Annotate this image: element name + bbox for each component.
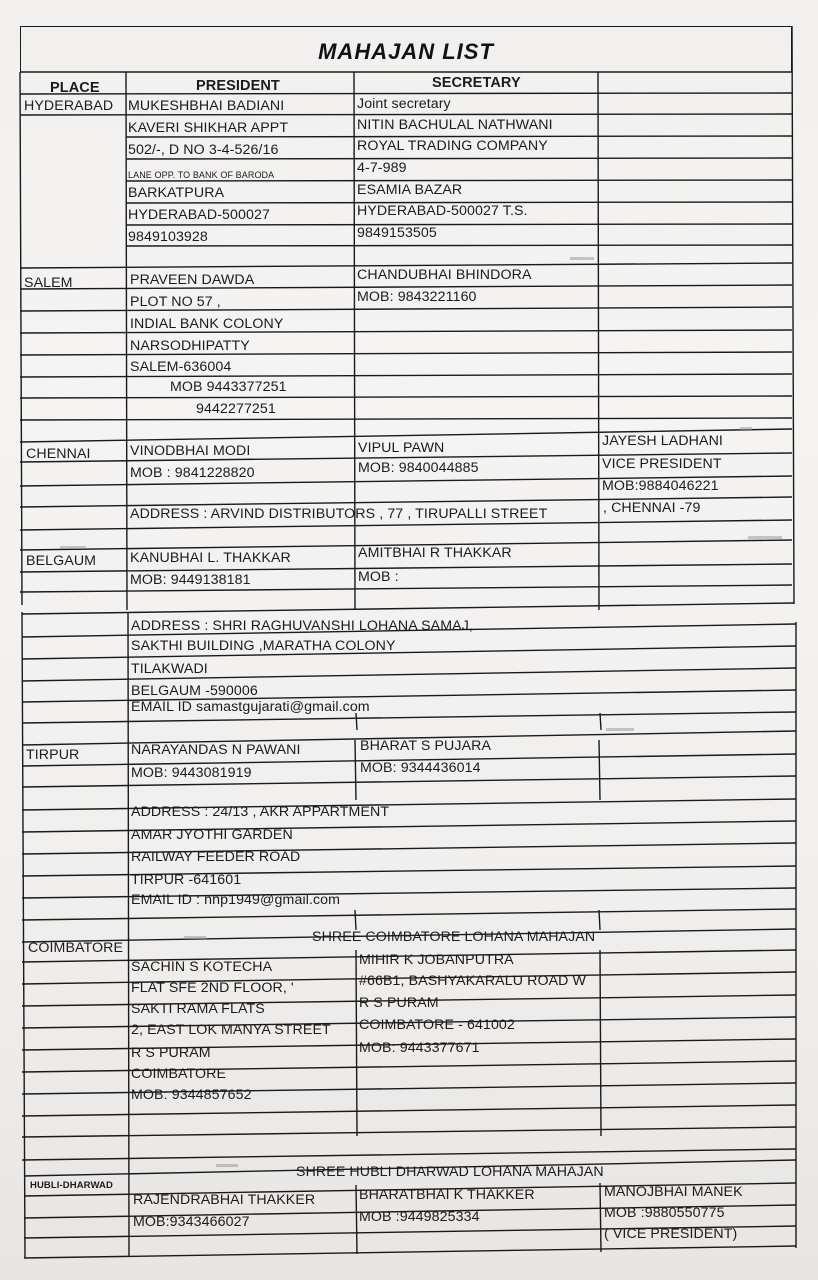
header-secretary: SECRETARY xyxy=(432,75,521,91)
document-title: MAHAJAN LIST xyxy=(318,39,494,64)
list-item: VINODBHAI MODI xyxy=(130,443,251,459)
list-item: BARKATPURA xyxy=(128,185,225,201)
list-item: R S PURAM xyxy=(131,1045,211,1061)
list-item: MOB: 9344857652 xyxy=(131,1087,252,1103)
list-item: #66B1, BASHYAKARALU ROAD W xyxy=(359,973,587,989)
list-item: MOB :9449825334 xyxy=(359,1209,480,1225)
list-item: MOB: 9443377671 xyxy=(359,1040,480,1056)
place-coimbatore: COIMBATORE xyxy=(28,940,124,956)
list-item: ESAMIA BAZAR xyxy=(357,182,463,198)
list-item: ( VICE PRESIDENT) xyxy=(604,1226,738,1242)
list-item: ADDRESS : SHRI RAGHUVANSHI LOHANA SAMAJ, xyxy=(131,618,473,634)
coimbatore-heading: SHREE COIMBATORE LOHANA MAHAJAN xyxy=(312,929,596,945)
list-item: R S PURAM xyxy=(359,995,439,1011)
place-hyderabad: HYDERABAD xyxy=(24,98,114,114)
list-item: EMAIL ID : nnp1949@gmail.com xyxy=(131,892,341,908)
list-item: MOB:9884046221 xyxy=(602,478,719,494)
list-item: HYDERABAD-500027 xyxy=(128,207,270,223)
list-item: NARAYANDAS N PAWANI xyxy=(131,742,301,758)
list-item: MOB 9443377251 xyxy=(170,379,287,395)
list-item: INDIAL BANK COLONY xyxy=(130,316,284,332)
list-item: EMAIL ID samastgujarati@gmail.com xyxy=(131,699,370,715)
list-item: 9442277251 xyxy=(196,401,276,417)
list-item: 502/-, D NO 3-4-526/16 xyxy=(128,142,279,158)
list-item: TILAKWADI xyxy=(131,661,208,677)
list-item: ADDRESS : 24/13 , AKR APPARTMENT xyxy=(131,804,390,820)
list-item: MUKESHBHAI BADIANI xyxy=(128,98,285,114)
place-tirpur: TIRPUR xyxy=(26,747,80,763)
place-salem: SALEM xyxy=(24,275,73,291)
list-item: SACHIN S KOTECHA xyxy=(131,959,273,975)
list-item: 4-7-989 xyxy=(357,160,407,176)
list-item: BHARATBHAI K THAKKER xyxy=(359,1187,535,1203)
list-item: CHANDUBHAI BHINDORA xyxy=(357,267,532,283)
list-item: KAVERI SHIKHAR APPT xyxy=(128,120,289,136)
list-item: MANOJBHAI MANEK xyxy=(604,1184,743,1200)
list-item: MOB: 9840044885 xyxy=(358,460,479,476)
list-item: KANUBHAI L. THAKKAR xyxy=(130,550,291,566)
list-item: VICE PRESIDENT xyxy=(602,456,722,472)
list-item: SALEM-636004 xyxy=(130,359,232,375)
place-belgaum: BELGAUM xyxy=(26,553,97,569)
chennai-address: ADDRESS : ARVIND DISTRIBUTORS , 77 , TIRUPALLI STREET xyxy=(130,506,548,522)
list-item: AMITBHAI R THAKKAR xyxy=(358,545,512,561)
list-item: BELGAUM -590006 xyxy=(131,683,258,699)
place-hubli-dharwad: HUBLI-DHARWAD xyxy=(30,1180,113,1191)
list-item: Joint secretary xyxy=(357,96,451,112)
list-item: 9849153505 xyxy=(357,225,437,241)
list-item: BHARAT S PUJARA xyxy=(360,738,492,754)
list-item: MOB: 9344436014 xyxy=(360,760,481,776)
list-item: TIRPUR -641601 xyxy=(131,872,242,888)
list-item: MOB : xyxy=(358,569,399,585)
hubli-heading: SHREE HUBLI DHARWAD LOHANA MAHAJAN xyxy=(296,1164,604,1180)
list-item: PRAVEEN DAWDA xyxy=(130,272,255,288)
list-item: RAILWAY FEEDER ROAD xyxy=(131,849,301,865)
list-item: FLAT SFE 2ND FLOOR, ' xyxy=(131,980,294,996)
list-item: NITIN BACHULAL NATHWANI xyxy=(357,117,553,133)
list-item: COIMBATORE xyxy=(131,1066,227,1082)
header-president: PRESIDENT xyxy=(196,78,280,94)
list-item: NARSODHIPATTY xyxy=(130,338,250,354)
list-item: COIMBATORE - 641002 xyxy=(359,1017,515,1033)
list-item: 9849103928 xyxy=(128,229,208,245)
list-item: AMAR JYOTHI GARDEN xyxy=(131,827,293,843)
list-item: MOB :9880550775 xyxy=(604,1205,725,1221)
chennai-address-city: , CHENNAI -79 xyxy=(603,500,701,516)
list-item: LANE OPP. TO BANK OF BARODA xyxy=(128,170,275,180)
list-item: PLOT NO 57 , xyxy=(130,294,221,310)
list-item: MIHIR K JOBANPUTRA xyxy=(359,952,514,968)
list-item: MOB: 9843221160 xyxy=(357,289,477,305)
list-item: MOB: 9443081919 xyxy=(131,765,252,781)
list-item: 2, EAST LOK MANYA STREET xyxy=(131,1022,331,1038)
list-item: MOB:9343466027 xyxy=(133,1214,250,1230)
place-chennai: CHENNAI xyxy=(26,446,91,462)
list-item: ROYAL TRADING COMPANY xyxy=(357,138,548,154)
list-item: MOB: 9449138181 xyxy=(130,572,251,588)
list-item: SAKTI RAMA FLATS xyxy=(131,1001,265,1017)
list-item: JAYESH LADHANI xyxy=(602,433,723,449)
list-item: MOB : 9841228820 xyxy=(130,465,255,481)
list-item: VIPUL PAWN xyxy=(358,440,445,456)
list-item: RAJENDRABHAI THAKKER xyxy=(133,1192,316,1208)
list-item: HYDERABAD-500027 T.S. xyxy=(357,203,528,219)
header-place: PLACE xyxy=(50,80,100,96)
list-item: SAKTHI BUILDING ,MARATHA COLONY xyxy=(131,638,396,654)
